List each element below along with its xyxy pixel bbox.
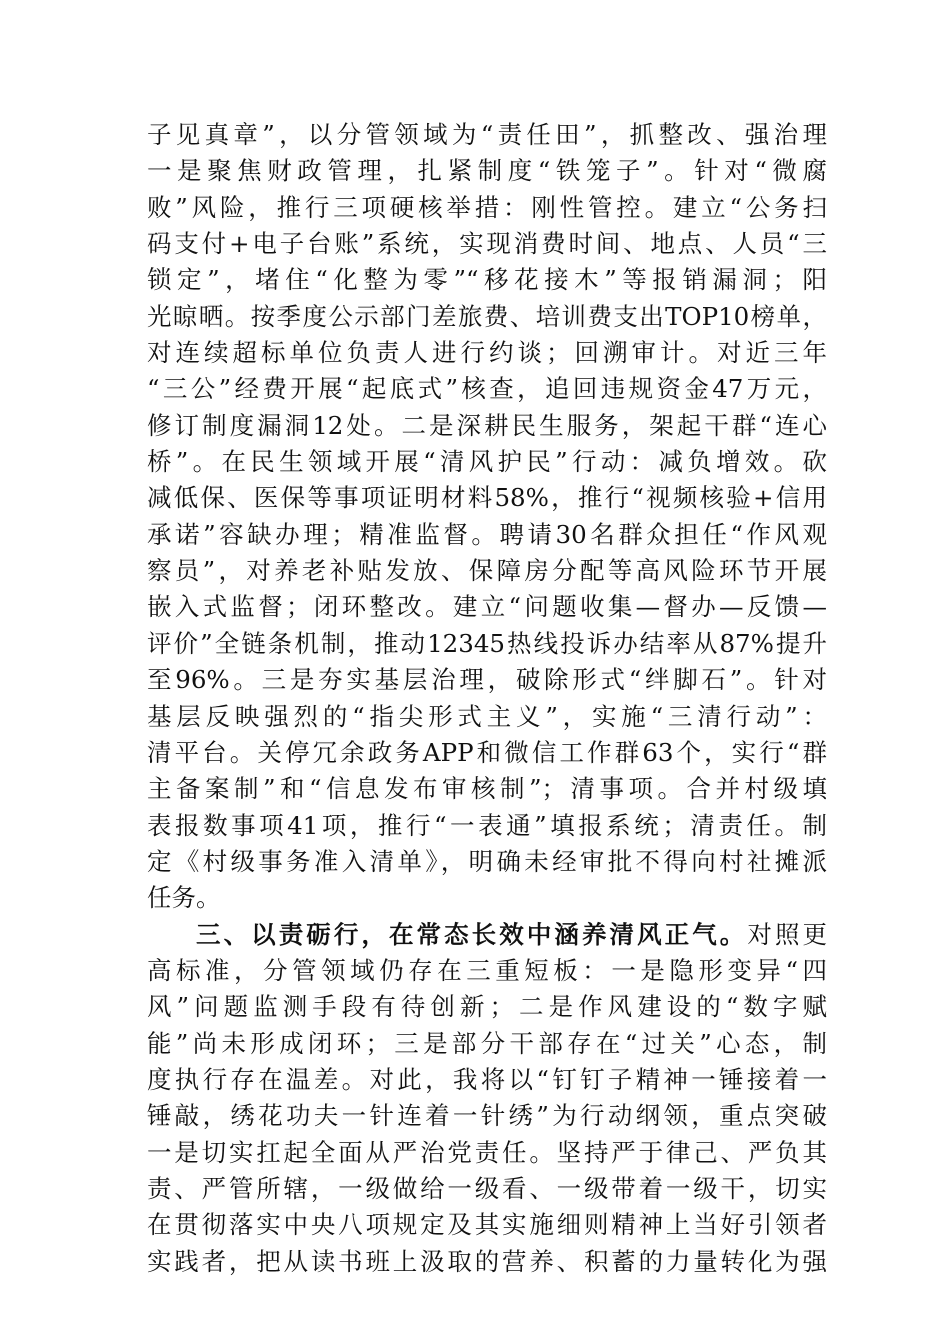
text-line: 码支付+电子台账”系统，实现消费时间、地点、人员“三 [147,229,827,259]
text-line: 一是聚焦财政管理，扎紧制度“铁笼子”。针对“微腐 [147,156,827,186]
text-line: 任务。 [147,883,221,913]
text-line: 承诺”容缺办理；精准监督。聘请30名群众担任“作风观 [147,519,827,549]
text-line: 在贯彻落实中央八项规定及其实施细则精神上当好引领者 [147,1210,827,1240]
text-line: 光晾晒。按季度公示部门差旅费、培训费支出TOP10榜单， [147,301,827,331]
text-line: 表报数事项41项，推行“一表通”填报系统；清责任。制 [147,810,827,840]
text-line: 能”尚未形成闭环；三是部分干部存在“过关”心态，制 [147,1028,827,1058]
paragraph-2 [147,917,827,1280]
text-line: 实践者，把从读书班上汲取的营养、积蓄的力量转化为强 [147,1246,827,1276]
text-line: 至96%。三是夯实基层治理，破除形式“绊脚石”。针对 [147,665,827,695]
text-line: 清平台。关停冗余政务APP和微信工作群63个，实行“群 [147,737,827,767]
text-line: 风”问题监测手段有待创新；二是作风建设的“数字赋 [147,992,827,1022]
text-line: 桥”。在民生领域开展“清风护民”行动：减负增效。砍 [147,447,827,477]
text-line: 评价”全链条机制，推动12345热线投诉办结率从87%提升 [147,628,827,658]
document-body [147,117,827,1280]
text-line: 减低保、医保等事项证明材料58%，推行“视频核验+信用 [147,483,827,513]
text-line: 主备案制”和“信息发布审核制”；清事项。合并村级填 [147,774,827,804]
text-line: 度执行存在温差。对此，我将以“钉钉子精神一锤接着一 [147,1064,827,1094]
text-line: 修订制度漏洞12处。二是深耕民生服务，架起干群“连心 [147,410,827,440]
text-line: 锁定”，堵住“化整为零”“移花接木”等报销漏洞；阳 [147,265,827,295]
text-line: 嵌入式监督；闭环整改。建立“问题收集—督办—反馈— [147,592,827,622]
text-line: 责、严管所辖，一级做给一级看、一级带着一级干，切实 [147,1173,827,1203]
text-line: 子见真章”，以分管领域为“责任田”，抓整改、强治理 [147,120,827,149]
text-line: 定《村级事务准入清单》，明确未经审批不得向村社摊派 [147,846,827,876]
text-line: 基层反映强烈的“指尖形式主义”，实施“三清行动”： [147,701,827,731]
heading-line-rest: 对照更 [747,919,827,949]
text-line: 察员”，对养老补贴发放、保障房分配等高风险环节开展 [147,556,827,586]
text-line: 对连续超标单位负责人进行约谈；回溯审计。对近三年 [147,338,827,368]
text-line: 败”风险，推行三项硬核举措：刚性管控。建立“公务扫 [147,192,827,222]
text-line [147,917,827,953]
paragraph-1 [147,117,827,917]
text-line: 高标准，分管领域仍存在三重短板：一是隐形变异“四 [147,955,827,985]
text-line: 锤敲，绣花功夫一针连着一针绣”为行动纲领，重点突破 [147,1101,827,1131]
text-line: 一是切实扛起全面从严治党责任。坚持严于律己、严负其 [147,1137,827,1167]
section-heading: 三、以责砺行，在常态长效中涵养清风正气。 [196,919,748,949]
text-line: “三公”经费开展“起底式”核查，追回违规资金47万元， [147,374,827,404]
